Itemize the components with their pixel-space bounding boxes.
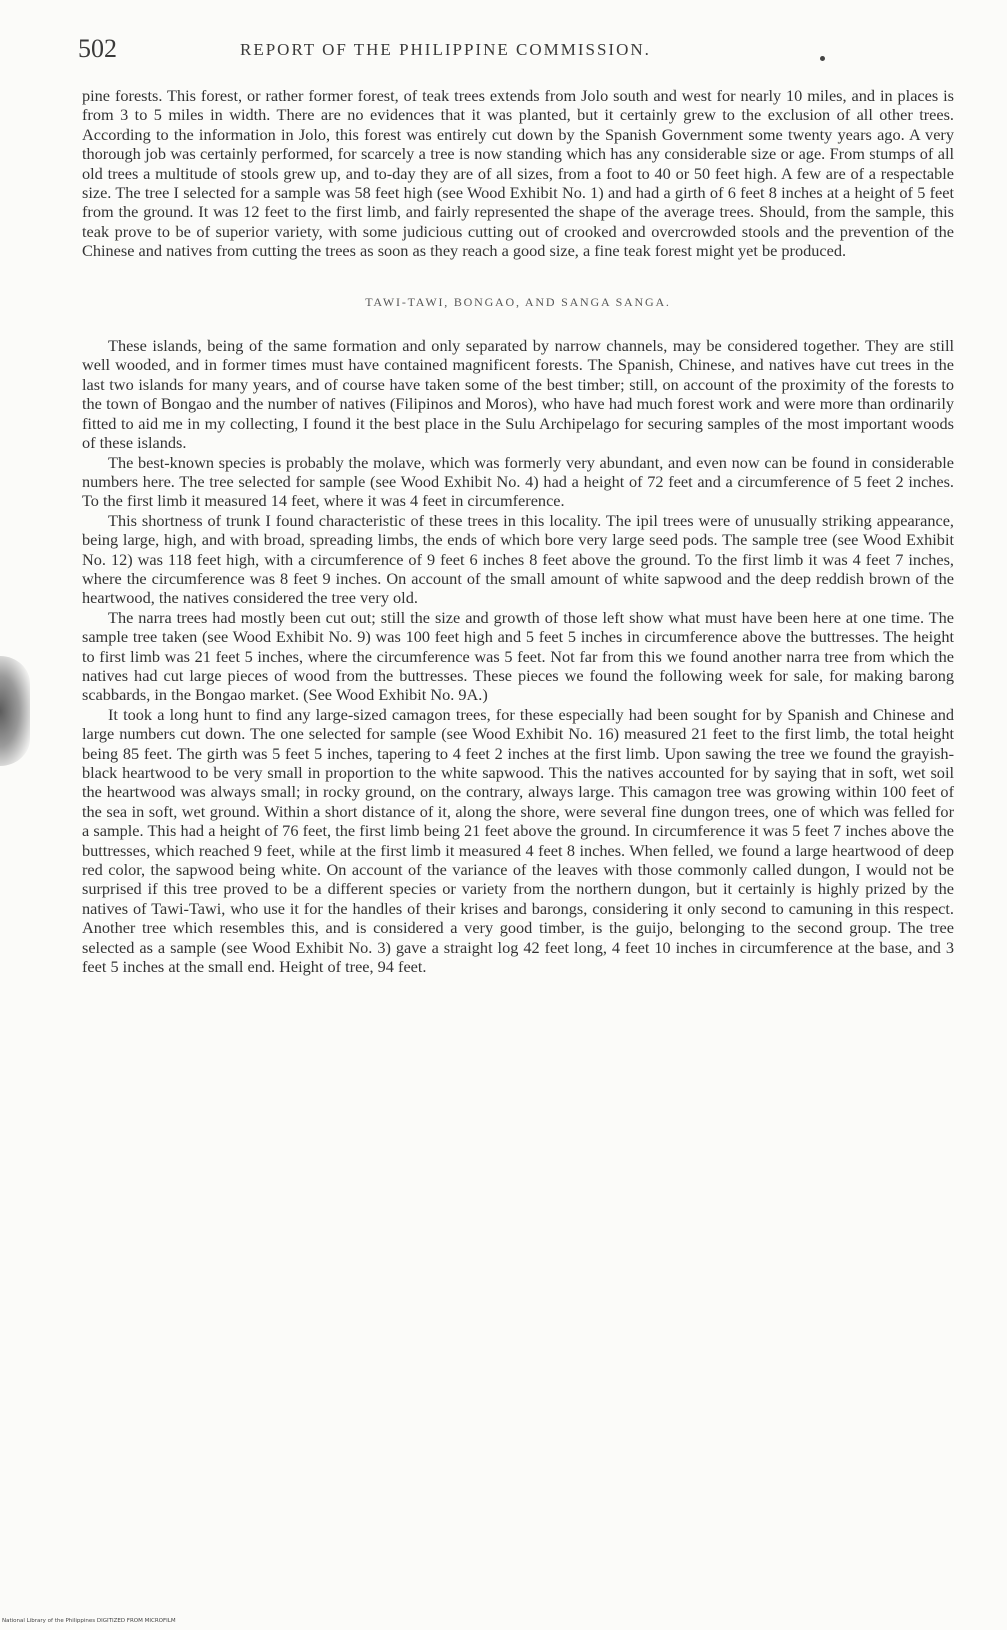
paragraph-ipil: This shortness of trunk I found characteristic of these trees in this locality. The ipil trees were of unusually striking appearance, being large, high, and with broad, spreading limbs, the ends of which bore very large seed pods. The sample tree (see Wood Exhibit No. 12) was 118 feet high, with a circumference of 9 feet 6 inches 8 feet above the ground. To the first limb it was 4 feet 7 inches, where the circumference was 8 feet 9 inches. On account of the small amount of white sapwood and the deep reddish brown of the heartwood, the natives considered the tree very old. [82, 510, 954, 608]
paragraph-teak-forest: pine forests. This forest, or rather former forest, of teak trees extends from Jolo south and west for nearly 10 miles, and in places is from 3 to 5 miles in width. There are no evidences that it was planted, but it certainly grew to the exclusion of all other trees. According to the information in Jolo, this forest was entirely cut down by the Spanish Government some twenty years ago. A very thorough job was certainly performed, for scarcely a tree is now standing which has any considerable size or age. From stumps of all old trees a multitude of stools grew up, and to-day they are of all sizes, from a foot to 40 or 50 feet high. A few are of a respectable size. The tree I selected for a sample was 58 feet high (see Wood Exhibit No. 1) and had a girth of 6 feet 8 inches at a height of 5 feet from the ground. It was 12 feet to the first limb, and fairly represented the shape of the average trees. Should, from the sample, this teak prove to be of superior variety, with some judicious cutting out of crooked and overcrowded stools and the prevention of the Chinese and natives from cutting the trees as soon as they reach a good size, a fine teak forest might yet be produced. [82, 86, 954, 261]
paragraph-islands: These islands, being of the same formation and only separated by narrow channels, may be considered together. They are still well wooded, and in former times must have contained magnificent forests. The Spanish, Chinese, and natives have cut trees in the last two islands for many years, and of course have taken some of the best timber; still, on account of the proximity of the forests to the town of Bongao and the number of natives (Filipinos and Moros), who have had much forest work and were more than ordinarily fitted to aid me in my collecting, I found it the best place in the Sulu Archipelago for securing samples of the most important woods of these islands. [82, 336, 954, 453]
body-text [82, 86, 954, 976]
page-header [78, 34, 958, 74]
running-head: REPORT OF THE PHILIPPINE COMMISSION. [240, 40, 651, 59]
section-heading: TAWI-TAWI, BONGAO, AND SANGA SANGA. [365, 294, 671, 309]
paragraph-molave: The best-known species is probably the molave, which was formerly very abundant, and even now can be found in considerable numbers here. The tree selected for sample (see Wood Exhibit No. 4) had a height of 72 feet and a circumference of 5 feet 2 inches. To the first limb it measured 14 feet, where it was 4 feet in circumference. [82, 452, 954, 511]
paragraph-narra: The narra trees had mostly been cut out; still the size and growth of those left show what must have been here at one time. The sample tree taken (see Wood Exhibit No. 9) was 100 feet high and 5 feet 5 inches in circumference above the buttresses. The height to first limb was 21 feet 5 inches, where the circumference was 5 feet. Not far from this we found another narra tree from which the natives had cut large pieces of wood from the buttresses. These pieces we found the following week for sale, for making barong scabbards, in the Bongao market. (See Wood Exhibit No. 9A.) [82, 607, 954, 705]
paragraph-camagon: It took a long hunt to find any large-sized camagon trees, for these especially had been sought for by Spanish and Chinese and large numbers cut down. The one selected for sample (see Wood Exhibit No. 16) measured 21 feet to the first limb, the total height being 85 feet. The girth was 5 feet 5 inches, tapering to 4 feet 2 inches at the first limb. Upon sawing the tree we found the grayish-black heartwood to be very small in proportion to the white sapwood. This the natives accounted for by saying that in soft, wet soil the heartwood was always small; in rocky ground, on the contrary, always large. This camagon tree was growing within 100 feet of the sea in soft, wet ground. Within a short distance of it, along the shore, were several fine dungon trees, one of which was felled for a sample. This had a height of 76 feet, the first limb being 21 feet above the ground. In circumference it was 5 feet 7 inches above the buttresses, which reached 9 feet, while at the first limb it measured 4 feet 8 inches. When felled, we found a large heartwood of deep red color, the sapwood being white. On account of the variance of the leaves with those commonly called dungon, I would not be surprised if this tree proved to be a different species or variety from the northern dungon, but it certainly is highly prized by the natives of Tawi-Tawi, who use it for the handles of their krises and barongs, considering it only second to camuning in this respect. Another tree which resembles this, and is considered a very good timber, is the guijo, belonging to the second group. The tree selected as a sample (see Wood Exhibit No. 3) gave a straight log 42 feet long, 4 feet 10 inches in circumference at the base, and 3 feet 5 inches at the small end. Height of tree, 94 feet. [82, 704, 954, 977]
footer-stamp: National Library of the Philippines DIGITIZED FROM MICROFILM [2, 1618, 176, 1624]
page-number: 502 [78, 34, 117, 63]
binding-shadow [0, 656, 30, 766]
ink-dot [820, 56, 825, 61]
